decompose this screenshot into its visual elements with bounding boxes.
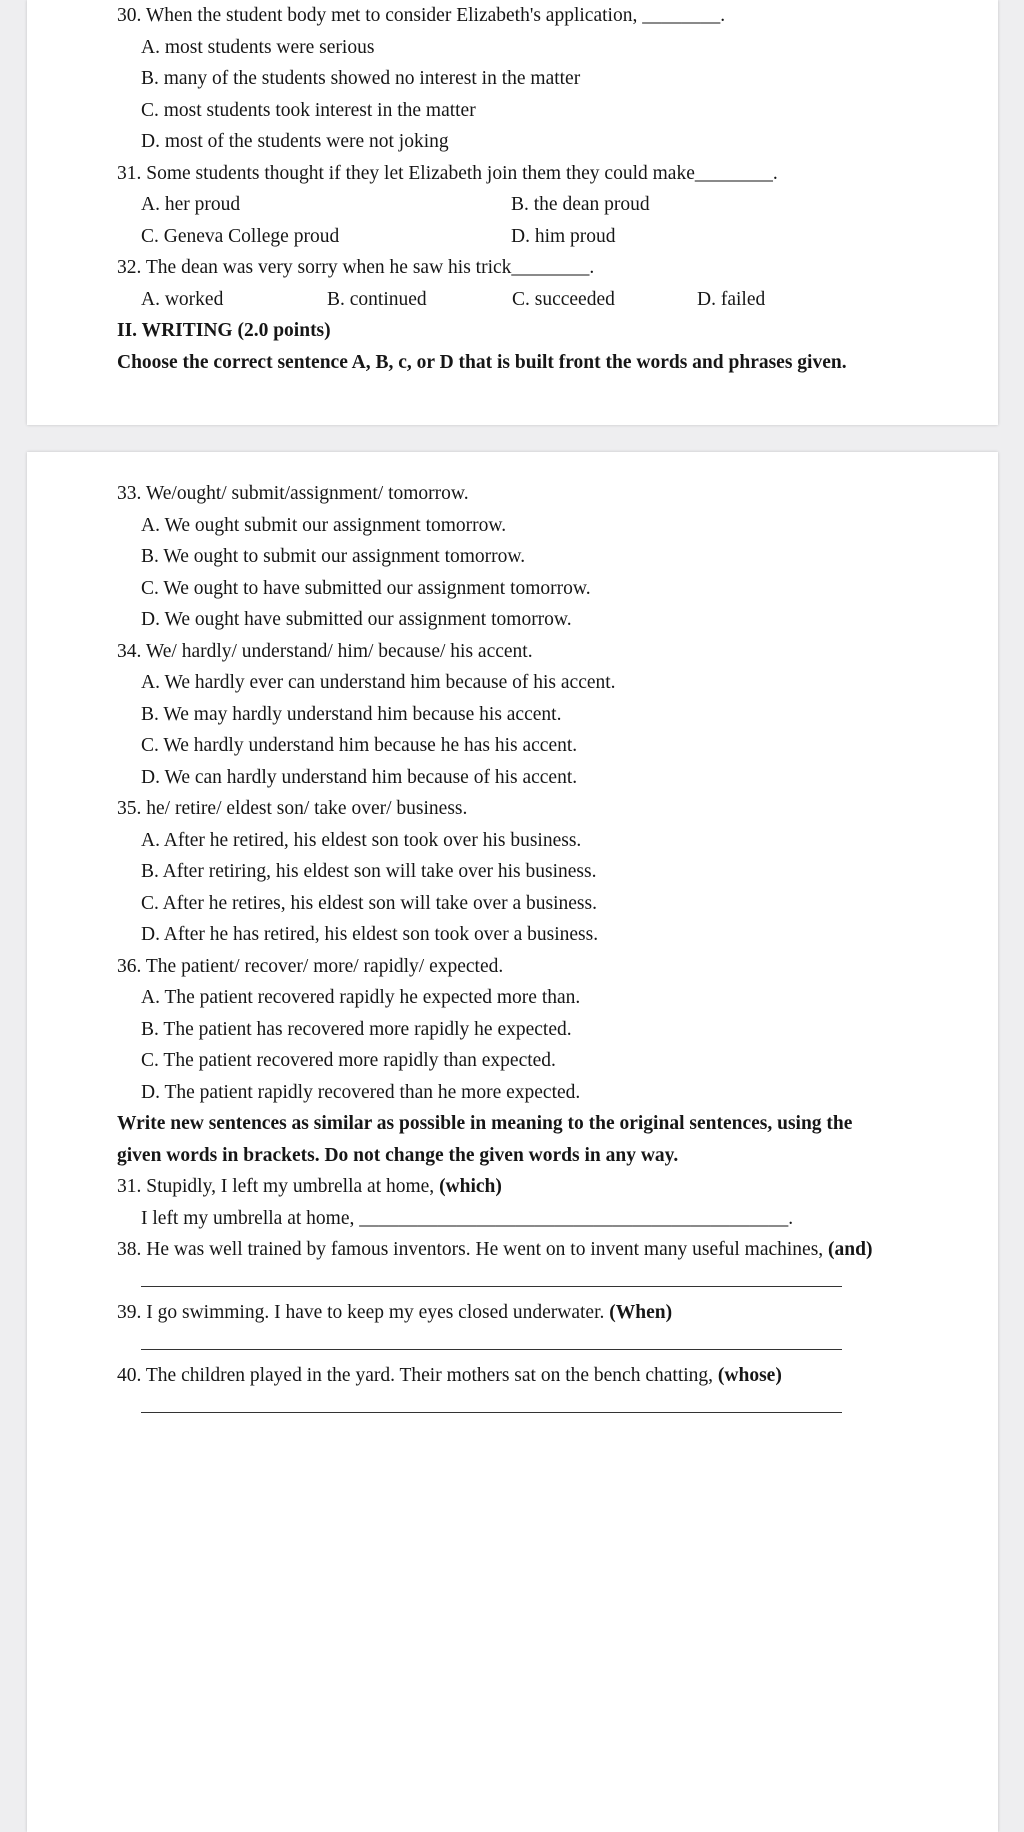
question-30-option-a: A. most students were serious	[141, 36, 375, 58]
question-34-option-b: B. We may hardly understand him because his accent.	[141, 703, 562, 725]
question-38-keyword: (and)	[828, 1239, 873, 1260]
question-36-option-a: A. The patient recovered rapidly he expected more than.	[141, 987, 581, 1008]
question-37-stem: 31. Stupidly, I left my umbrella at home,	[117, 1176, 435, 1197]
question-31-options-row-1	[117, 189, 948, 221]
question-36-option-b: B. The patient has recovered more rapidly he expected.	[141, 1018, 572, 1040]
question-34-option-a: A. We hardly ever can understand him because of his accent.	[141, 672, 616, 693]
rewrite-instruction-line-1: Write new sentences as similar as possible in meaning to the original sentences, using the	[117, 1113, 853, 1134]
question-33-option-d: D. We ought have submitted our assignment tomorrow.	[141, 609, 572, 630]
question-31-option-d: D. him proud	[511, 225, 616, 247]
question-32-stem: 32. The dean was very sorry when he saw his trick________.	[117, 257, 595, 278]
writing-section-title: II. WRITING (2.0 points)	[117, 320, 331, 341]
question-35-option-b: B. After retiring, his eldest son will take over his business.	[141, 861, 597, 882]
question-36-option-c: C. The patient recovered more rapidly than expected.	[141, 1050, 556, 1071]
question-40-line	[117, 1360, 948, 1392]
question-37-keyword: (which)	[439, 1176, 502, 1197]
page-2-content	[117, 478, 948, 1423]
question-32-options-row	[117, 284, 948, 316]
question-37-line	[117, 1171, 948, 1203]
question-38-stem: 38. He was well trained by famous inventors. He went on to invent many useful machines,	[117, 1239, 824, 1260]
question-40-answer-blank[interactable]	[117, 1392, 948, 1424]
question-35-option-d: D. After he has retired, his eldest son took over a business.	[141, 924, 599, 945]
document-page-1	[27, 0, 998, 425]
question-30-option-b: B. many of the students showed no interest in the matter	[141, 68, 581, 89]
question-31-stem: 31. Some students thought if they let Elizabeth join them they could make________.	[117, 162, 778, 184]
question-40-keyword: (whose)	[717, 1365, 782, 1386]
question-36-option-d: D. The patient rapidly recovered than he more expected.	[141, 1081, 581, 1103]
question-34-option-d: D. We can hardly understand him because of his accent.	[141, 766, 578, 788]
question-39-stem: 39. I go swimming. I have to keep my eyes closed underwater.	[117, 1302, 605, 1323]
question-31-option-b: B. the dean proud	[511, 194, 650, 215]
question-38-answer-blank[interactable]	[117, 1266, 948, 1298]
question-31-option-a: A. her proud	[141, 194, 241, 215]
question-35-option-a: A. After he retired, his eldest son took over his business.	[141, 829, 582, 851]
question-39-keyword: (When)	[609, 1302, 673, 1323]
question-34-stem: 34. We/ hardly/ understand/ him/ because/ his accent.	[117, 640, 533, 662]
question-35-stem: 35. he/ retire/ eldest son/ take over/ business.	[117, 798, 468, 819]
question-40-stem: 40. The children played in the yard. Their mothers sat on the bench chatting,	[117, 1365, 714, 1386]
question-33-stem: 33. We/ought/ submit/assignment/ tomorrow.	[117, 483, 469, 504]
document-page-2	[27, 452, 998, 1832]
question-32-option-b: B. continued	[327, 288, 427, 310]
question-32-option-d: D. failed	[697, 288, 766, 310]
question-36-stem: 36. The patient/ recover/ more/ rapidly/ expected.	[117, 955, 504, 977]
question-30-option-c: C. most students took interest in the matter	[141, 99, 476, 121]
question-39-line	[117, 1297, 948, 1329]
question-39-answer-blank[interactable]	[117, 1329, 948, 1361]
question-30-stem: 30. When the student body met to consider Elizabeth's application, ________.	[117, 5, 726, 26]
question-37-answer-line[interactable]: I left my umbrella at home, ____________________________________________.	[141, 1207, 794, 1229]
question-31-options-row-2	[117, 221, 948, 253]
question-31-option-c: C. Geneva College proud	[141, 225, 340, 247]
question-33-option-c: C. We ought to have submitted our assignment tomorrow.	[141, 577, 591, 599]
question-35-option-c: C. After he retires, his eldest son will take over a business.	[141, 892, 597, 914]
question-38-line	[117, 1234, 948, 1266]
page-1-content	[117, 0, 948, 378]
question-30-option-d: D. most of the students were not joking	[141, 131, 449, 152]
question-33-option-b: B. We ought to submit our assignment tomorrow.	[141, 546, 526, 567]
question-32-option-a: A. worked	[141, 288, 224, 310]
question-32-option-c: C. succeeded	[512, 288, 615, 310]
question-33-option-a: A. We ought submit our assignment tomorrow.	[141, 514, 507, 536]
writing-section-instruction: Choose the correct sentence A, B, c, or D that is built front the words and phrases given.	[117, 351, 847, 373]
question-34-option-c: C. We hardly understand him because he has his accent.	[141, 735, 578, 756]
rewrite-instruction-line-2: given words in brackets. Do not change the given words in any way.	[117, 1144, 679, 1166]
